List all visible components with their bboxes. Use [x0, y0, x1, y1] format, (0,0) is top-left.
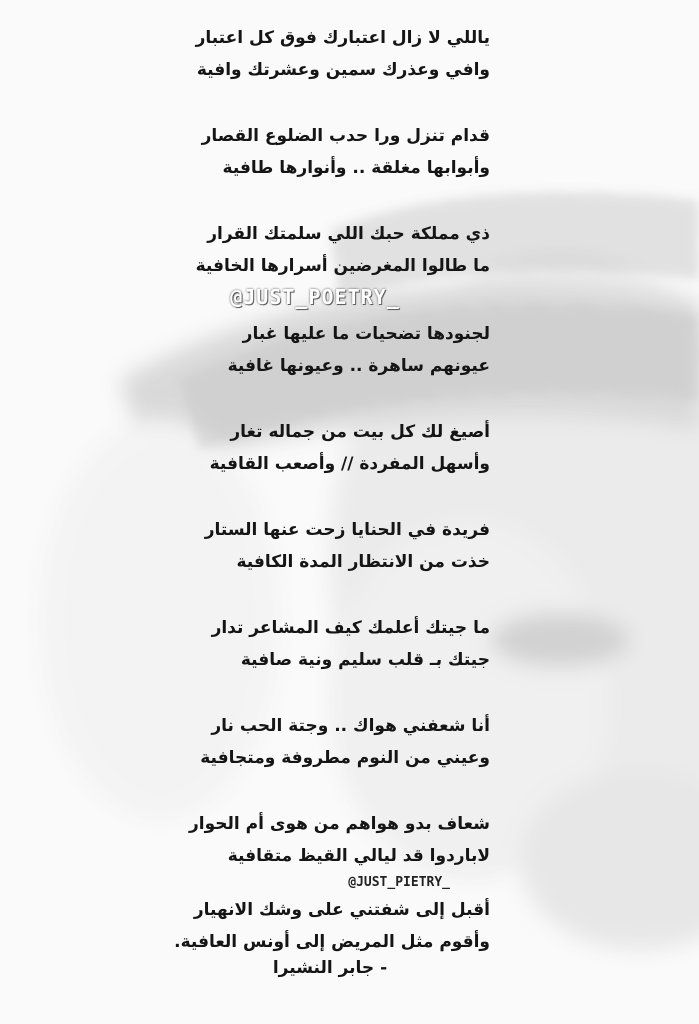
poem-line: جيتك بـ قلب سليم ونية صافية [240, 650, 490, 670]
poem-line: أصيغ لك كل بيت من جماله تغار [230, 422, 490, 442]
stanza-3 [150, 218, 490, 282]
stanza-8 [150, 710, 490, 774]
poem-line: أقبل إلى شفتني على وشك الانهيار [193, 900, 490, 920]
watermark-handle: @JUST_POETRY_ [230, 285, 400, 309]
poet-signature: - جابر النشيرا [272, 958, 388, 978]
poem-line: عيونهم ساهرة .. وعيونها غافية [227, 356, 490, 376]
poem-line: ياللي لا زال اعتبارك فوق كل اعتبار [195, 28, 490, 48]
poem-line: وأقوم مثل المريض إلى أونس العافية. [174, 932, 490, 952]
poem-line: أنا شعفني هواك .. وجتة الحب نار [211, 716, 490, 736]
stanza-1 [150, 22, 490, 86]
stanza-2 [150, 120, 490, 184]
poem-line: وافي وعذرك سمين وعشرتك وافية [196, 60, 490, 80]
poem-line: وأبوابها مغلقة .. وأنوارها طافية [222, 158, 490, 178]
poem-line: ما جيتك أعلمك كيف المشاعر تدار [211, 618, 490, 638]
poem-line: شعاف بدو هواهم من هوى أم الحوار [189, 814, 490, 834]
poem-line: خذت من الانتظار المدة الكافية [236, 552, 490, 572]
stanza-4 [150, 318, 490, 382]
poem-line: فريدة في الحنايا زحت عنها الستار [204, 520, 490, 540]
poem-text [150, 22, 490, 958]
poem-line: قدام تنزل ورا حدب الضلوع القصار [201, 126, 490, 146]
poem-line: ذي مملكة حبك اللي سلمتك القرار [207, 224, 490, 244]
stanza-5 [150, 416, 490, 480]
poem-line: وأسهل المفردة // وأصعب القافية [209, 454, 490, 474]
poem-line: لجنودها تضحيات ما عليها غبار [242, 324, 490, 344]
stanza-7 [150, 612, 490, 676]
poem-line: لاباردوا قد ليالي القيظ متقافية [227, 846, 490, 866]
watermark-handle-secondary: @JUST_PIETRY_ [348, 875, 450, 890]
poem-line: ما طالوا المغرضين أسرارها الخافية [195, 256, 490, 276]
poem-line: وعيني من النوم مطروفة ومتجافية [200, 748, 490, 768]
stanza-9 [150, 808, 490, 958]
stanza-6 [150, 514, 490, 578]
